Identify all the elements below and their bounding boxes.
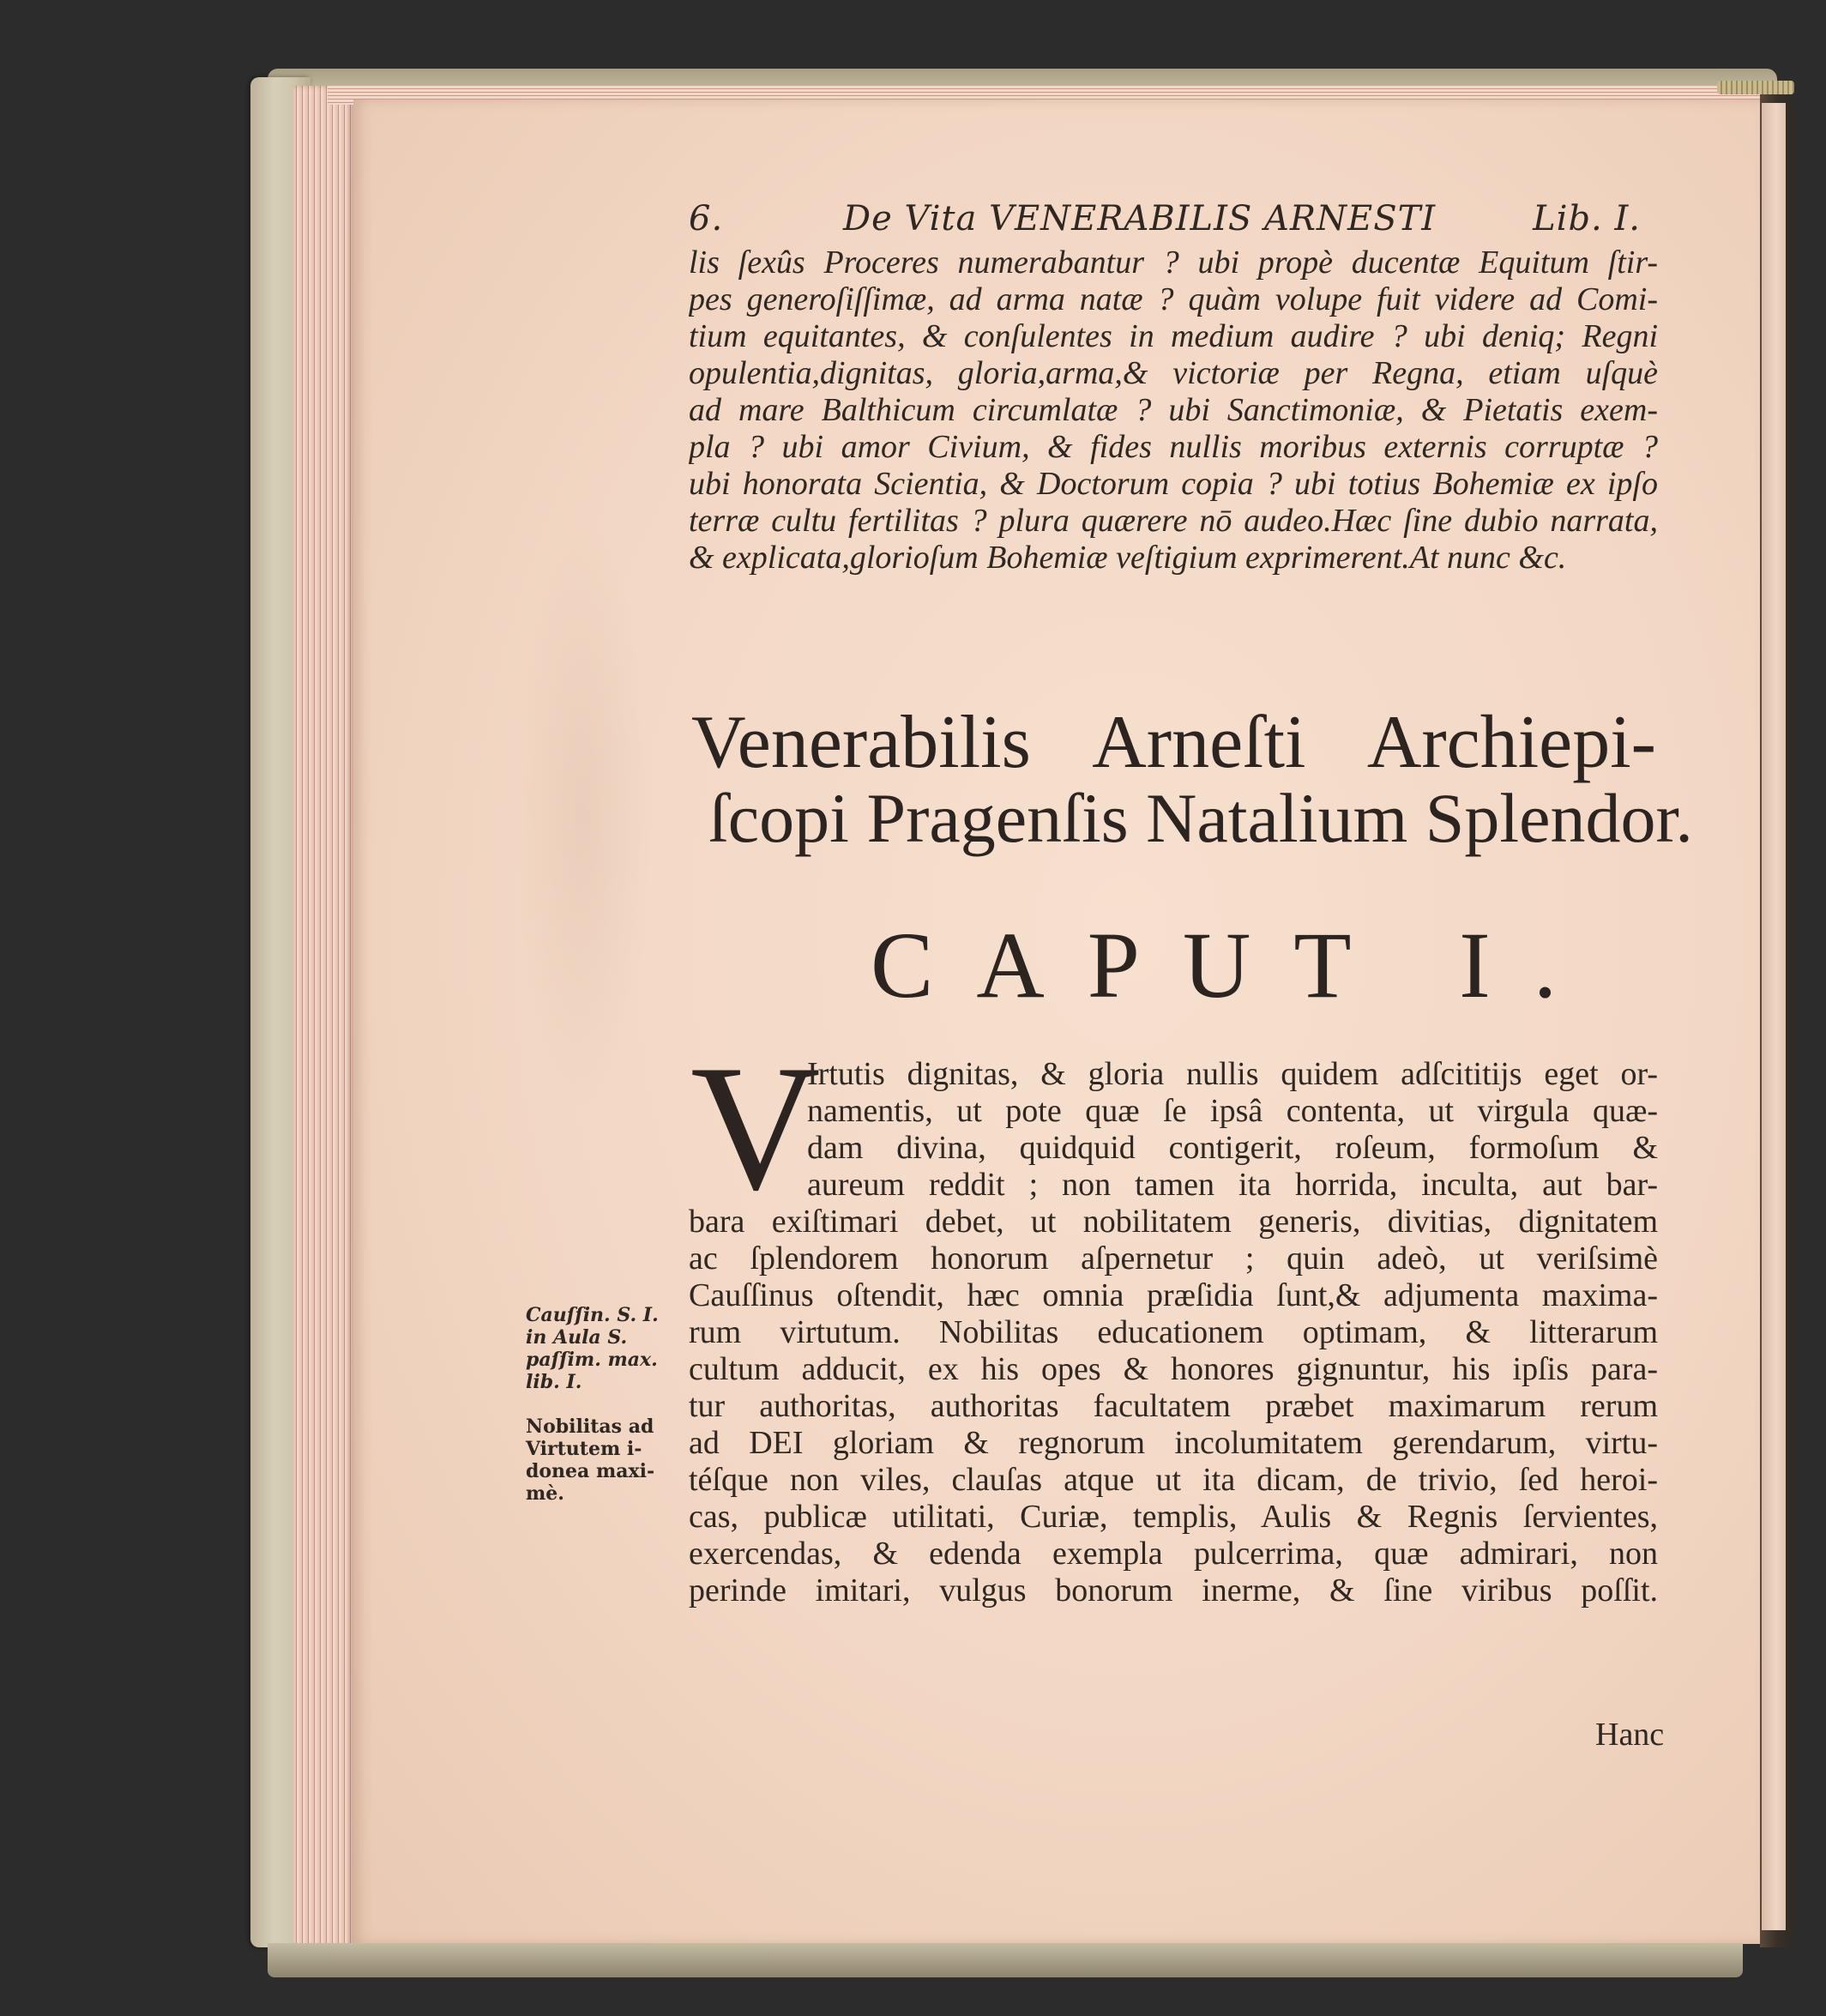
text-line: Irtutis dignitas, & gloria nullis quidem adſcititijs eget or- [807,1057,1658,1092]
running-title: De Vita VENERABILIS ARNESTI [843,199,1437,238]
text-line: tium equitantes, & conſulentes in medium audire ? ubi deniq; Regni [689,319,1658,354]
spine-thread [1717,81,1794,94]
cover-bottom-edge [268,1943,1743,1977]
page-number: 6. [689,199,724,238]
text-line: ac ſplendorem honorum aſpernetur ; quin adeò, ut veriſsimè [689,1241,1658,1277]
margin-line: mè. [526,1482,564,1505]
running-head [689,199,1641,250]
text-line: lis ſexûs Proceres numerabantur ? ubi propè ducentæ Equitum ſtir- [689,245,1658,281]
margin-line: Virtutem i- [526,1438,642,1460]
chapter-heading-line-1: Venerabilis Arneſti Archiepi- [691,701,1656,784]
margin-line: paſſim. max. [526,1349,658,1371]
text-line: téſque non viles, clauſas atque ut ita dicam, de trivio, ſed heroi- [689,1463,1658,1498]
margin-line: lib. I. [526,1371,582,1393]
drop-cap: V [690,1029,821,1228]
text-line: ad DEI gloriam & regnorum incolumitatem gerendarum, virtu- [689,1426,1658,1461]
margin-line: Cauſſin. S. I. [526,1304,659,1326]
facing-page-edge [1762,103,1786,1930]
book-number: Lib. I. [1533,199,1641,238]
caput-heading: CAPUT I. [871,913,1600,1017]
show-through-shadow [515,515,652,1115]
text-line: namentis, ut pote quæ ſe ipsâ contenta, ut virgula quæ- [807,1094,1658,1129]
text-line: exercendas, & edenda exempla pulcerrima, quæ admirari, non [689,1536,1658,1572]
text-line: terræ cultu fertilitas ? plura quærere nō audeo.Hæc ſine dubio narrata, [689,504,1658,539]
margin-topic-note [526,1415,680,1505]
text-line: & explicata,glorioſum Bohemiæ veſtigium exprimerent.At nunc &c. [689,540,1567,576]
text-line: rum virtutum. Nobilitas educationem optimam, & litterarum [689,1315,1658,1350]
margin-line: Nobilitas ad [526,1415,654,1438]
text-line: opulentia,dignitas, gloria,arma,& victoriæ per Regna, etiam uſquè [689,356,1658,391]
margin-line: donea maxi- [526,1460,655,1482]
text-line: Cauſſinus oſtendit, hæc omnia præſidia ſunt,& adjumenta maxima- [689,1278,1658,1313]
text-line: perinde imitari, vulgus bonorum inerme, & ſine viribus poſſit. [689,1573,1658,1609]
text-line: ubi honorata Scientia, & Doctorum copia ? ubi totius Bohemiæ ex ipſo [689,467,1658,502]
text-line: cas, publicæ utilitati, Curiæ, templis, Aulis & Regnis ſervientes, [689,1500,1658,1535]
catchword: Hanc [1595,1717,1665,1753]
page-stack-fore-edge [293,86,353,1947]
body-paragraph [689,1057,1658,1610]
margin-citation [526,1304,680,1393]
text-line: tur authoritas, authoritas facultatem præbet maximarum rerum [689,1389,1658,1424]
text-line: aureum reddit ; non tamen ita horrida, inculta, aut bar- [807,1168,1658,1203]
text-line: cultum adducit, ex his opes & honores gignuntur, his ipſis para- [689,1352,1658,1387]
text-line: bara exiſtimari debet, ut nobilitatem generis, divitias, dignitatem [689,1204,1658,1240]
margin-line: in Aula S. [526,1326,628,1349]
intro-paragraph [689,245,1658,577]
text-line: pla ? ubi amor Civium, & fides nullis moribus externis corruptæ ? [689,430,1658,465]
text-line: dam divina, quidquid contigerit, roſeum, formoſum & [807,1131,1658,1166]
chapter-heading-line-2: ſcopi Pragenſis Natalium Splendor. [708,779,1693,857]
text-line: ad mare Balthicum circumlatæ ? ubi Sanctimoniæ, & Pietatis exem- [689,393,1658,428]
text-line: pes generoſiſſimæ, ad arma natæ ? quàm volupe fuit videre ad Comi- [689,282,1658,317]
